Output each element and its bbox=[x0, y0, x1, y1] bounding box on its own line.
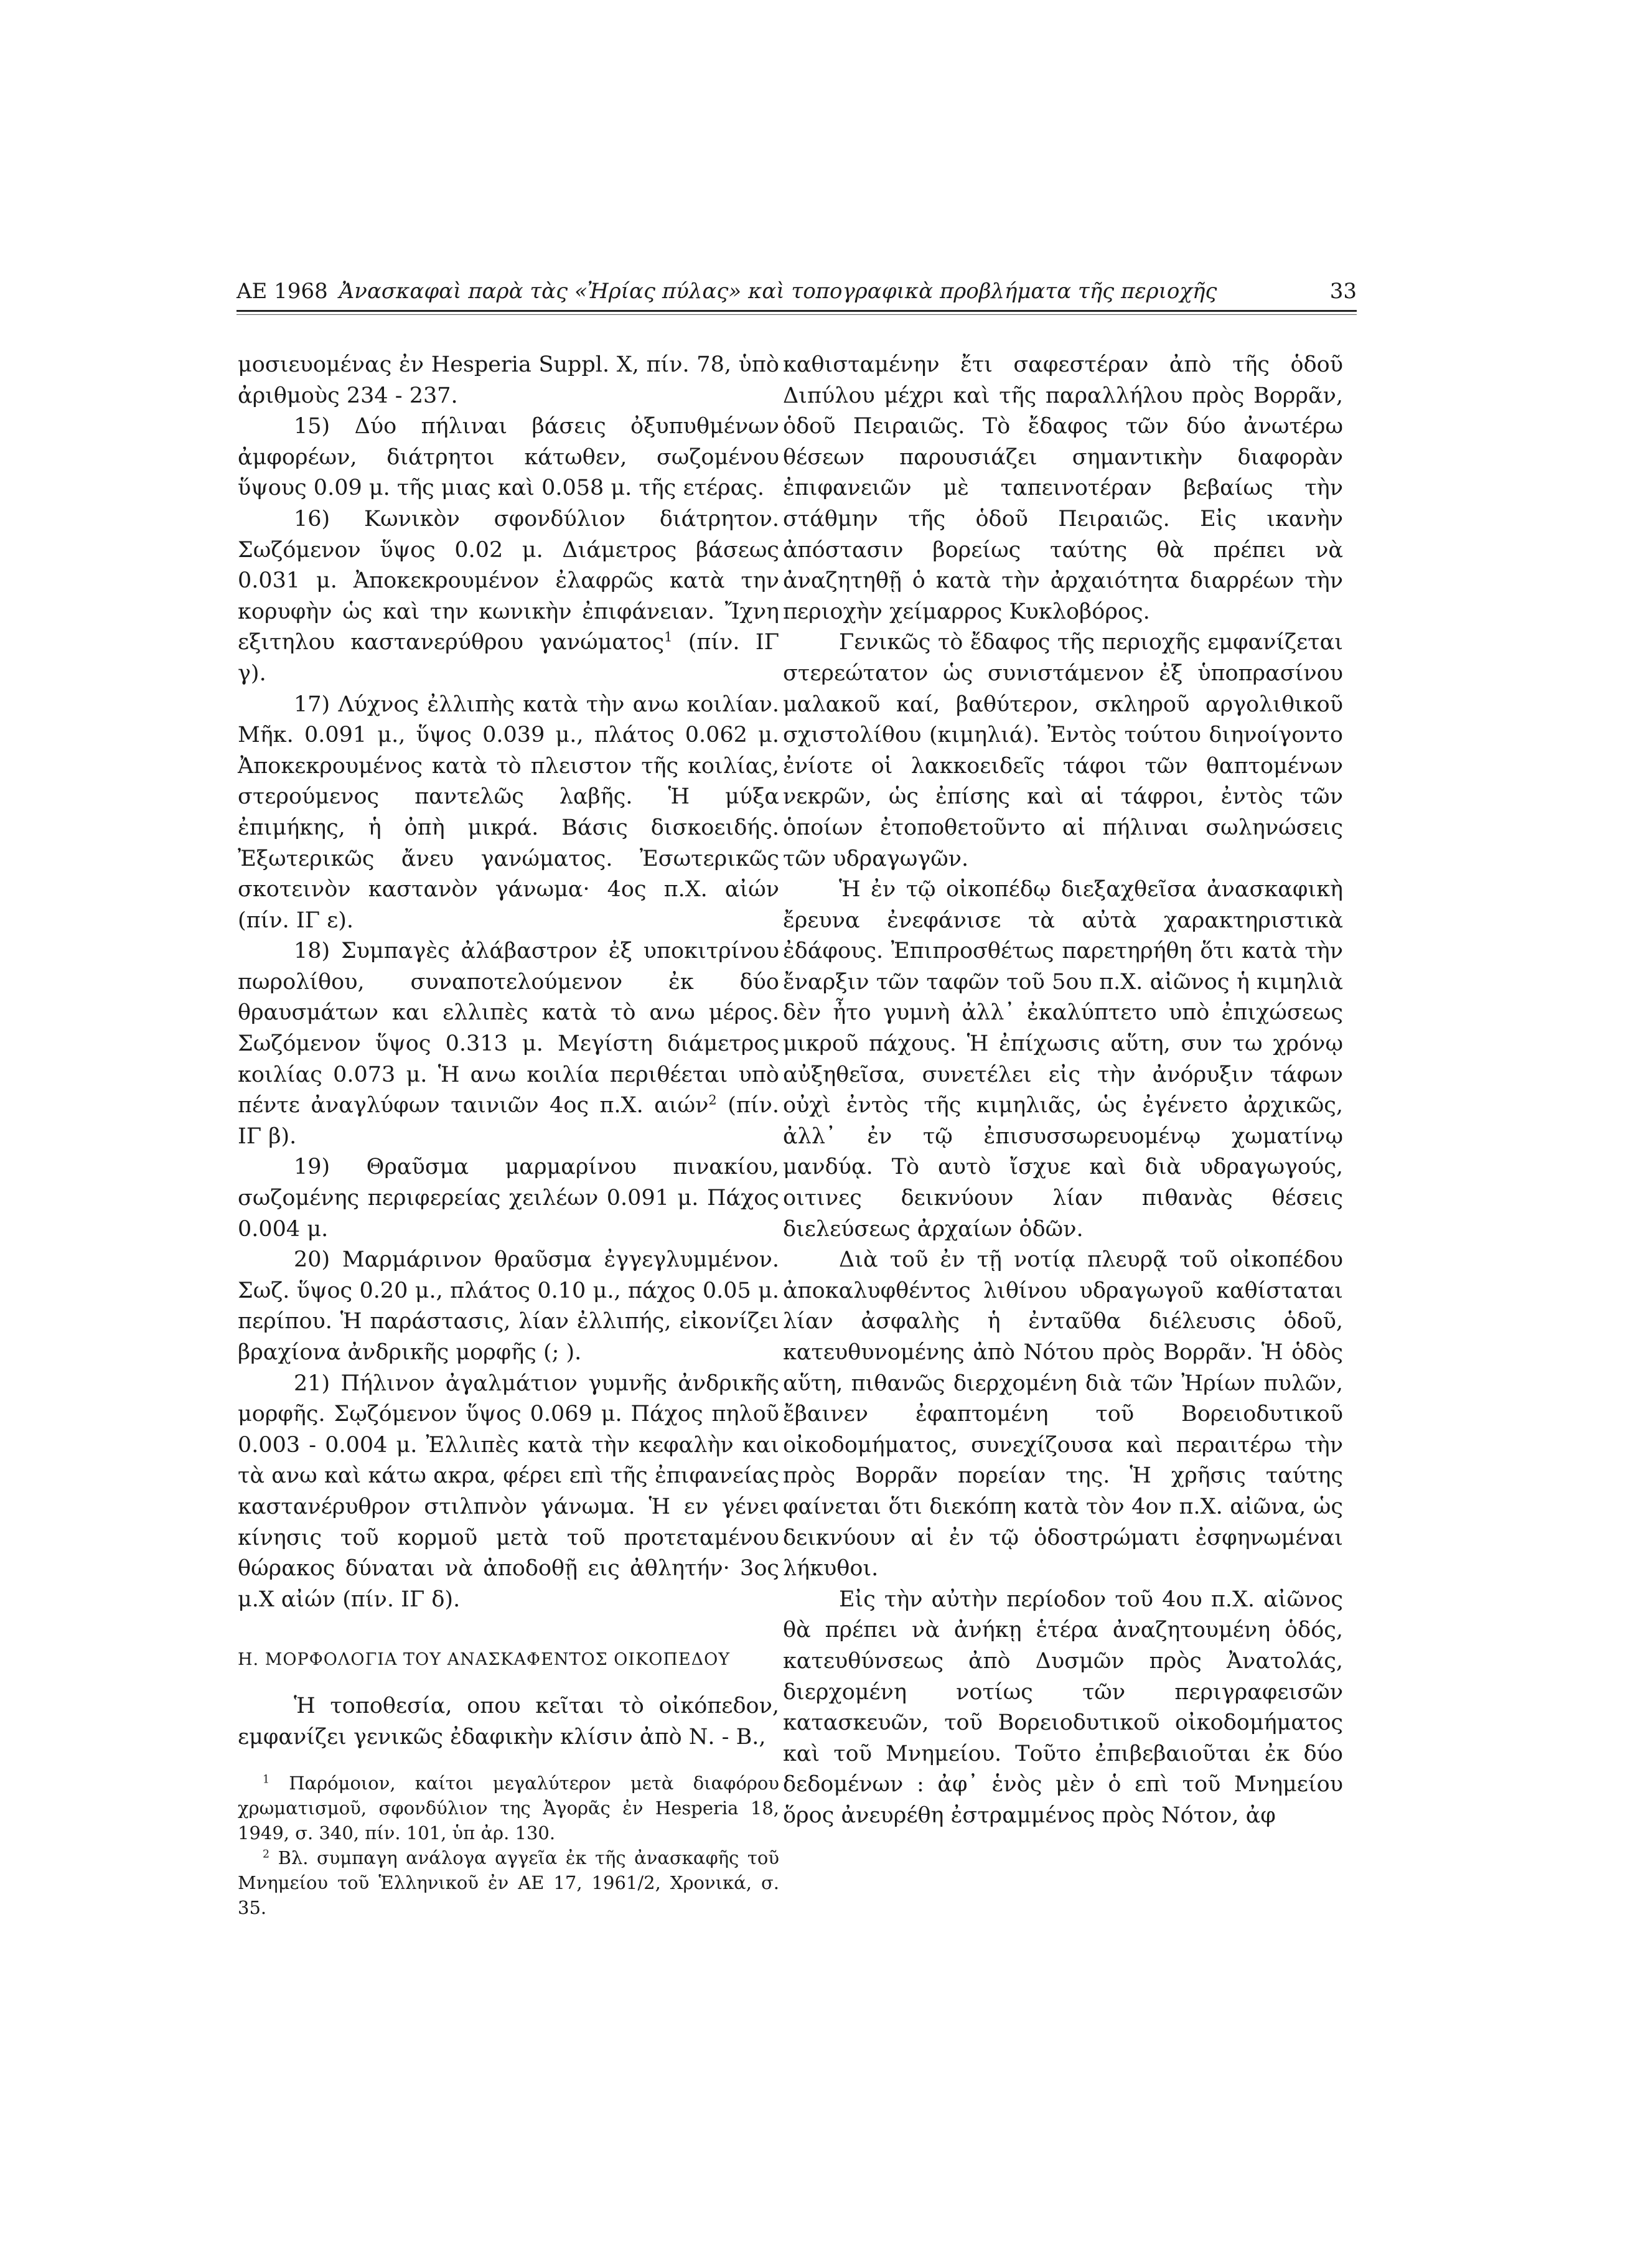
paragraph: Ἡ ἐν τῷ οἰκοπέδῳ διεξαχθεῖσα ἀνασκαφικὴ ἔρευνα ἐνεφάνισε τὰ αὐτὰ χαρακτηριστικὰ ἐδάφους. Ἐπιπροσθέτως παρετηρήθη ὅτι κατὰ τὴν ἔναρξιν τῶν ταφῶν τοῦ 5ου π.Χ. αἰῶνος ἡ κιμηλιὰ δὲν ἦτο γυμνὴ ἀλλ᾽ ἐκαλύπτετο υπὸ ἐπιχώσεως μικροῦ πάχους. Ἡ ἐπίχωσις αὕτη, συν τω χρόνῳ αὐξηθεῖσα, συνετέλει εἰς τὴν ἀνόρυξιν τάφων οὐχὶ ἐντὸς τῆς κιμηλιᾶς, ὡς ἐγένετο ἀρχικῶς, ἀλλ᾽ ἐν τῷ ἐπισυσσωρευομένῳ χωματίνῳ μανδύᾳ. Τὸ αυτὸ ἴσχυε καὶ διὰ υδραγωγούς, οιτινες δεικνύουν λίαν πιθανὰς θέσεις διελεύσεως ἀρχαίων ὁδῶν. bbox=[783, 877, 1343, 1242]
running-header bbox=[236, 279, 1357, 304]
paragraph: Εἰς τὴν αὐτὴν περίοδον τοῦ 4ου π.Χ. αἰῶνος θὰ πρέπει νὰ ἀνήκῃ ἑτέρα ἀναζητουμένη ὁδός, κατευθύνσεως ἀπὸ Δυσμῶν πρὸς Ἀνατολάς, διερχομένη νοτίως τῶν περιγραφεισῶν κατασκευῶν, τοῦ Βορειοδυτικοῦ οἰκοδομήματος καὶ τοῦ Μνημείου. Τοῦτο ἐπιβεβαιοῦται ἐκ δύο δεδομένων : ἀφ᾽ ἑνὸς μὲν ὁ επὶ τοῦ Μνημείου ὅρος ἀνευρέθη ἐστραμμένος πρὸς Νότον, ἀφ bbox=[783, 1586, 1343, 1828]
right-column bbox=[783, 350, 1343, 1832]
footnotes bbox=[238, 1771, 779, 1920]
header-left bbox=[236, 279, 1217, 304]
left-column bbox=[238, 350, 779, 1920]
catalogue-entry-19: 19) Θραῦσμα μαρμαρίνου πινακίου, σωζομένης περιφερείας χειλέων 0.091 μ. Πάχος 0.004 μ. bbox=[238, 1155, 779, 1242]
page-number: 33 bbox=[1329, 279, 1357, 304]
catalogue-entry-18: 18) Συμπαγὲς ἀλάβαστρον ἐξ υποκιτρίνου πωρολίθου, συναποτελούμενον ἐκ δύο θραυσμάτων και ελλιπὲς κατὰ τὸ ανω μέρος. Σωζόμενον ὕψος 0.313 μ. Μεγίστη διάμετρος κοιλίας 0.073 μ. Ἡ ανω κοιλία περιθέεται υπὸ πέντε ἀναγλύφων ταινιῶν 4ος π.Χ. αιών$^2$ (πίν. ΙΓ β). bbox=[238, 939, 779, 1149]
header-rule-thin bbox=[236, 314, 1357, 315]
section-heading: Η. ΜΟΡΦΟΛΟΓΙΑ ΤΟΥ ΑΝΑΣΚΑΦΕΝΤΟΣ ΟΙΚΟΠΕΔΟΥ bbox=[238, 1650, 731, 1670]
footnote-1: $^1$ Παρόμοιον, καίτοι μεγαλύτερον μετὰ διαφόρου χρωματισμοῦ, σφονδύλιον της Ἀγορᾶς ἐν Hesperia 18, 1949, σ. 340, πίν. 101, ὑπ ἀρ. 130. bbox=[238, 1772, 779, 1844]
catalogue-entry-15: 15) Δύο πήλιναι βάσεις ὀξυπυθμένων ἀμφορέων, διάτρητοι κάτωθεν, σωζομένου ὕψους 0.09 μ. τῆς μιας καὶ 0.058 μ. τῆς ετέρας. bbox=[238, 414, 779, 501]
footnote-2: $^2$ Βλ. συμπαγη ανάλογα αγγεῖα ἐκ τῆς ἀνασκαφῆς τοῦ Μνημείου τοῦ Ἑλληνικοῦ ἐν ΑΕ 17, 1961/2, Χρονικά, σ. 35. bbox=[238, 1847, 779, 1918]
journal-ref: ΑΕ 1968 bbox=[236, 279, 328, 304]
paragraph: Ἡ τοποθεσία, οπου κεῖται τὸ οἰκόπεδον, εμφανίζει γενικῶς ἐδαφικὴν κλίσιν ἀπὸ Ν. - Β., bbox=[238, 1694, 779, 1750]
paragraph: μοσιευομένας ἐν Hesperia Suppl. X, πίν. 78, ὑπὸ ἀριθμοὺς 234 - 237. bbox=[238, 352, 779, 408]
header-rule bbox=[236, 310, 1357, 312]
footnote-ref-1: 1 bbox=[664, 629, 673, 645]
catalogue-entry-20: 20) Μαρμάρινον θραῦσμα ἐγγεγλυμμένον. Σωζ. ὕψος 0.20 μ., πλάτος 0.10 μ., πάχος 0.05 μ. περίπου. Ἡ παράστασις, λίαν ἐλλιπής, εἰκονίζει βραχίονα ἀνδρικῆς μορφῆς (; ). bbox=[238, 1247, 779, 1365]
running-title: Ἀνασκαφαὶ παρὰ τὰς «Ἠρίας πύλας» καὶ τοπογραφικὰ προβλήματα τῆς περιοχῆς bbox=[339, 279, 1217, 304]
catalogue-entry-16: 16) Κωνικὸν σφονδύλιον διάτρητον. Σωζόμενον ὕψος 0.02 μ. Διάμετρος βάσεως 0.031 μ. Ἀποκεκρουμένον ἐλαφρῶς κατὰ την κορυφὴν ὡς καὶ την κωνικὴν ἐπιφάνειαν. Ἴχνη εξιτηλου καστανερύθρου γανώματος$^1$ (πίν. ΙΓ γ). bbox=[238, 506, 779, 686]
catalogue-entry-17: 17) Λύχνος ἐλλιπὴς κατὰ τὴν ανω κοιλίαν. Μῆκ. 0.091 μ., ὕψος 0.039 μ., πλάτος 0.062 μ. Ἀποκεκρουμένος κατὰ τὸ πλειστον τῆς κοιλίας, στερούμενος παντελῶς λαβῆς. Ἡ μύξα ἐπιμήκης, ἡ ὀπὴ μικρά. Βάσις δισκοειδής. Ἐξωτερικῶς ἄνευ γανώματος. Ἐσωτερικῶς σκοτεινὸν καστανὸν γάνωμα· 4ος π.Χ. αἰών (πίν. ΙΓ ε). bbox=[238, 691, 779, 933]
paragraph: καθισταμένην ἔτι σαφεστέραν ἀπὸ τῆς ὁδοῦ Διπύλου μέχρι καὶ τῆς παραλλήλου πρὸς Βορρᾶν, ὁδοῦ Πειραιῶς. Τὸ ἔδαφος τῶν δύο ἀνωτέρω θέσεων παρουσιάζει σημαντικὴν διαφορὰν ἐπιφανειῶν μὲ ταπεινοτέραν βεβαίως τὴν στάθμην τῆς ὁδοῦ Πειραιῶς. Εἰς ικανὴν ἀπόστασιν βορείως ταύτης θὰ πρέπει νὰ ἀναζητηθῇ ὁ κατὰ τὴν ἀρχαιότητα διαρρέων τὴν περιοχὴν χείμαρρος Κυκλοβόρος. bbox=[783, 352, 1343, 624]
paragraph: Γενικῶς τὸ ἔδαφος τῆς περιοχῆς εμφανίζεται στερεώτατον ὡς συνιστάμενον ἐξ ὑποπρασίνου μαλακοῦ καί, βαθύτερον, σκληροῦ αργολιθικοῦ σχιστολίθου (κιμηλιά). Ἐντὸς τούτου διηνοίγοντο ἐνίοτε οἱ λακκοειδεῖς τάφοι τῶν θαπτομένων νεκρῶν, ὡς ἐπίσης καὶ αἱ τάφροι, ἐντὸς τῶν ὁποίων ἐτοποθετοῦντο αἱ πήλιναι σωληνώσεις τῶν υδραγωγῶν. bbox=[783, 630, 1343, 871]
footnote-ref-2: 2 bbox=[708, 1092, 717, 1108]
paragraph: Διὰ τοῦ ἐν τῇ νοτίᾳ πλευρᾷ τοῦ οἰκοπέδου ἀποκαλυφθέντος λιθίνου υδραγωγοῦ καθίσταται λίαν ἀσφαλὴς ἡ ἐνταῦθα διέλευσις ὁδοῦ, κατευθυνομένης ἀπὸ Νότου πρὸς Βορρᾶν. Ἡ ὁδὸς αὕτη, πιθανῶς διερχομένη διὰ τῶν Ἠρίων πυλῶν, ἔβαινεν ἐφαπτομένη τοῦ Βορειοδυτικοῦ οἰκοδομήματος, συνεχίζουσα καὶ περαιτέρω τὴν πρὸς Βορρᾶν πορείαν της. Ἡ χρῆσις ταύτης φαίνεται ὅτι διεκόπη κατὰ τὸν 4ον π.Χ. αἰῶνα, ὡς δεικνύουν αἱ ἐν τῷ ὁδοστρώματι ἐσφηνωμέναι λήκυθοι. bbox=[783, 1247, 1343, 1582]
catalogue-entry-21: 21) Πήλινον ἀγαλμάτιον γυμνῆς ἀνδρικῆς μορφῆς. Σῳζόμενον ὕψος 0.069 μ. Πάχος πηλοῦ 0.003 - 0.004 μ. Ἐλλιπὲς κατὰ τὴν κεφαλὴν και τὰ ανω καὶ κάτω ακρα, φέρει επὶ τῆς ἐπιφανείας καστανέρυθρον στιλπνὸν γάνωμα. Ἡ εν γένει κίνησις τοῦ κορμοῦ μετὰ τοῦ προτεταμένου θώρακος δύναται νὰ ἀποδοθῇ εις ἀθλητήν· 3ος μ.Χ αἰών (πίν. ΙΓ δ). bbox=[238, 1371, 779, 1612]
